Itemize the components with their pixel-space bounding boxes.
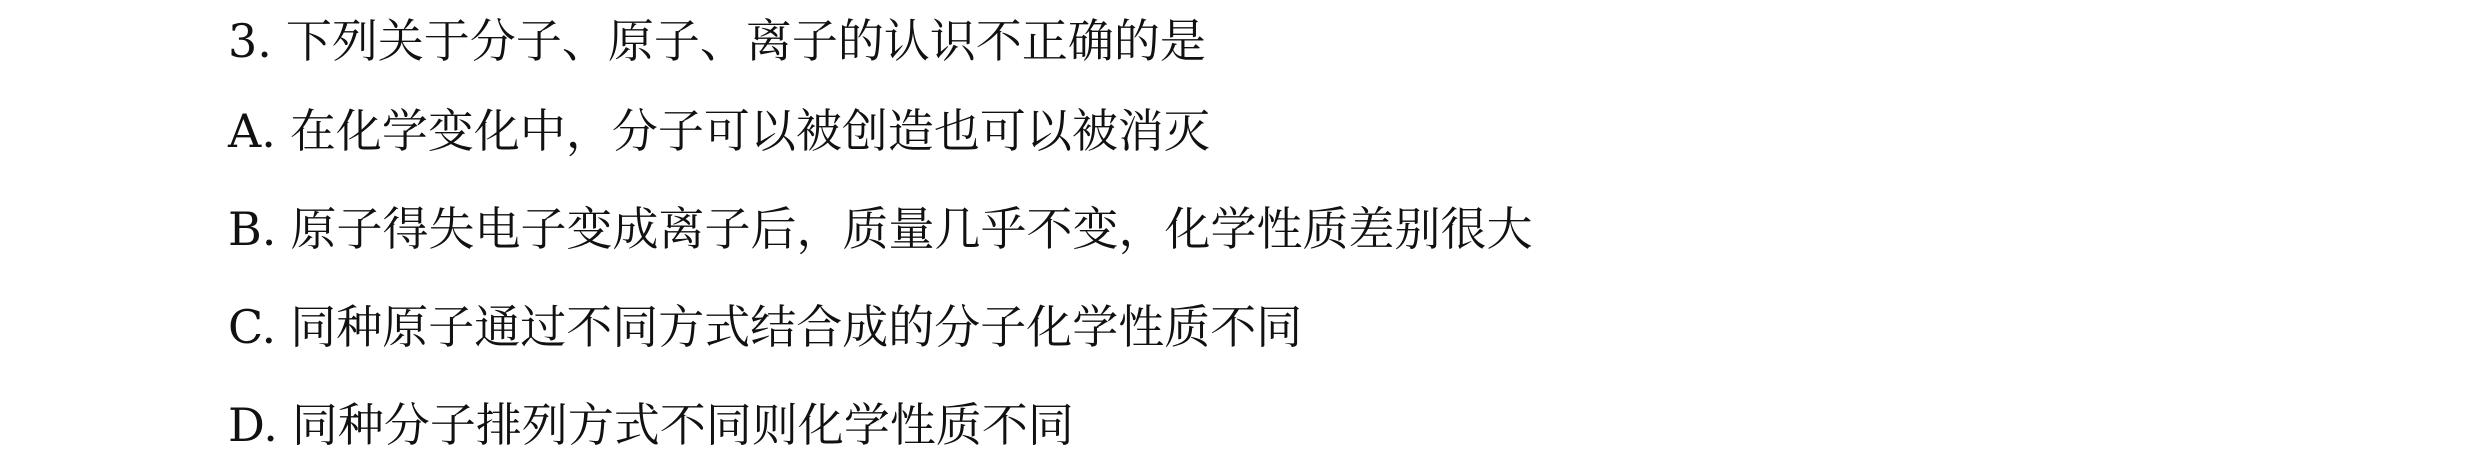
option-d-text: 同种分子排列方式不同则化学性质不同 (291, 398, 1074, 452)
question-stem (228, 0, 2428, 82)
question-block (228, 0, 2428, 474)
option-a (228, 82, 2428, 180)
option-c-label: C. (228, 300, 277, 354)
option-b-label: B. (228, 202, 277, 256)
option-c-text: 同种原子通过不同方式结合成的分子化学性质不同 (290, 300, 1303, 354)
question-text: 下列关于分子、原子、离子的认识不正确的是 (285, 14, 1206, 68)
option-d (228, 376, 2428, 474)
option-a-label: A. (228, 104, 276, 158)
option-c (228, 278, 2428, 376)
question-number: 3. (228, 14, 272, 68)
option-b-text: 原子得失电子变成离子后，质量几乎不变，化学性质差别很大 (290, 202, 1533, 256)
option-d-label: D. (228, 398, 278, 452)
option-a-text: 在化学变化中，分子可以被创造也可以被消灭 (289, 104, 1210, 158)
option-b (228, 180, 2428, 278)
